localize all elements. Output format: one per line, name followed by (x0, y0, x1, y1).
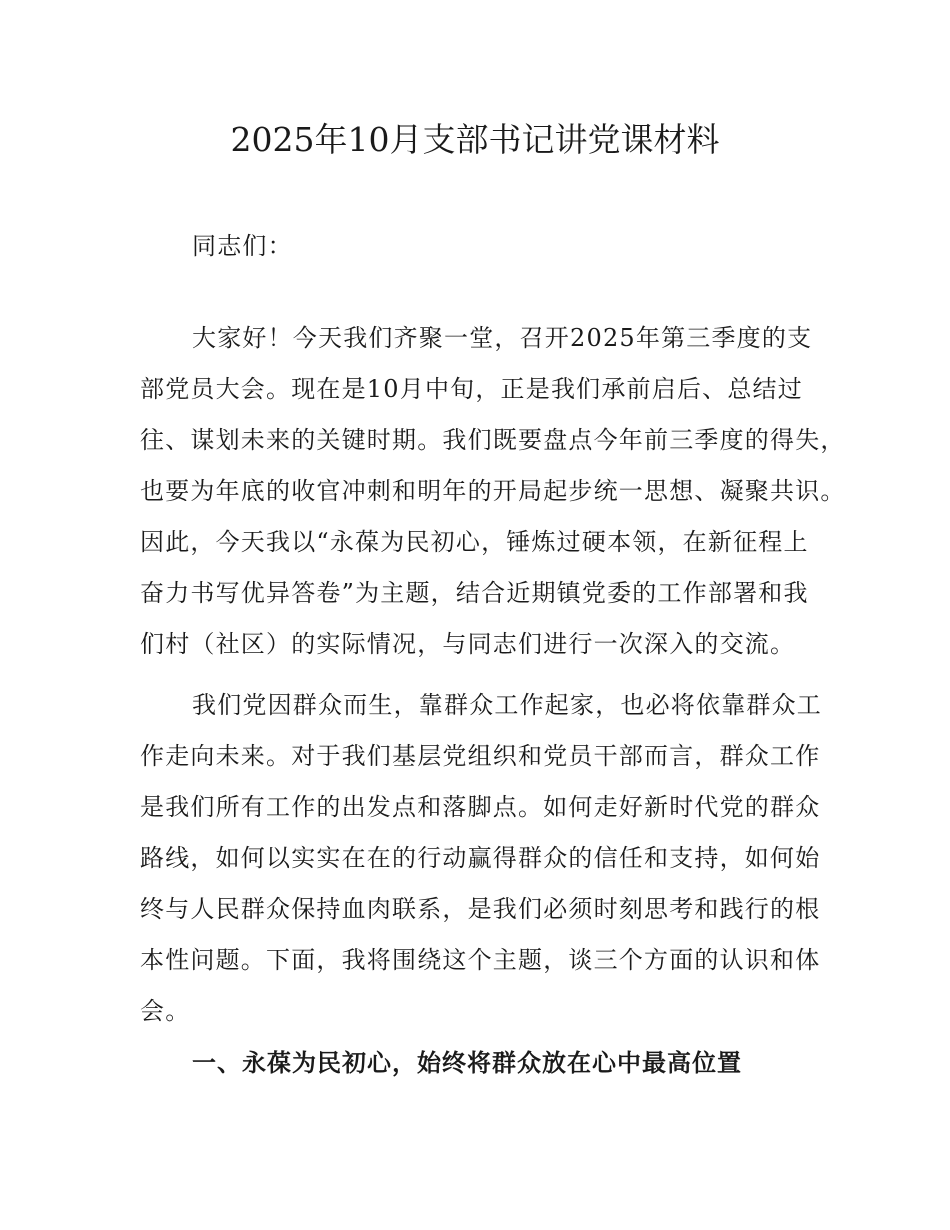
paragraph-intro (140, 313, 846, 670)
section-heading: 一、永葆为民初心，始终将群众放在心中最高位置 (192, 1049, 742, 1077)
paragraph-line: 大家好！今天我们齐聚一堂，召开2025年第三季度的支 (192, 324, 813, 352)
paragraph-line: 作走向未来。对于我们基层党组织和党员干部而言，群众工作 (140, 742, 821, 770)
paragraph-line: 奋力书写优异答卷”为主题，结合近期镇党委的工作部署和我 (140, 579, 809, 607)
paragraph-line: 们村（社区）的实际情况，与同志们进行一次深入的交流。 (140, 630, 796, 658)
greeting: 同志们： (192, 232, 293, 260)
paragraph-line: 路线，如何以实实在在的行动赢得群众的信任和支持，如何始 (140, 844, 821, 872)
paragraph-line: 是我们所有工作的出发点和落脚点。如何走好新时代党的群众 (140, 793, 821, 821)
document-title: 2025年10月支部书记讲党课材料 (230, 120, 720, 159)
paragraph-line: 终与人民群众保持血肉联系，是我们必须时刻思考和践行的根 (140, 895, 821, 923)
paragraph-line: 往、谋划未来的关键时期。我们既要盘点今年前三季度的得失， (140, 426, 846, 454)
paragraph-line: 我们党因群众而生，靠群众工作起家，也必将依靠群众工 (192, 691, 822, 719)
paragraph-line: 部党员大会。现在是10月中旬，正是我们承前启后、总结过 (140, 375, 803, 403)
paragraph-mass-line (140, 680, 822, 1037)
paragraph-line: 本性问题。下面，我将围绕这个主题，谈三个方面的认识和体 (140, 946, 821, 974)
paragraph-line: 也要为年底的收官冲刺和明年的开局起步统一思想、凝聚共识。 (140, 477, 846, 505)
paragraph-line: 因此，今天我以“永葆为民初心，锤炼过硬本领，在新征程上 (140, 528, 809, 556)
paragraph-line: 会。 (140, 997, 191, 1025)
